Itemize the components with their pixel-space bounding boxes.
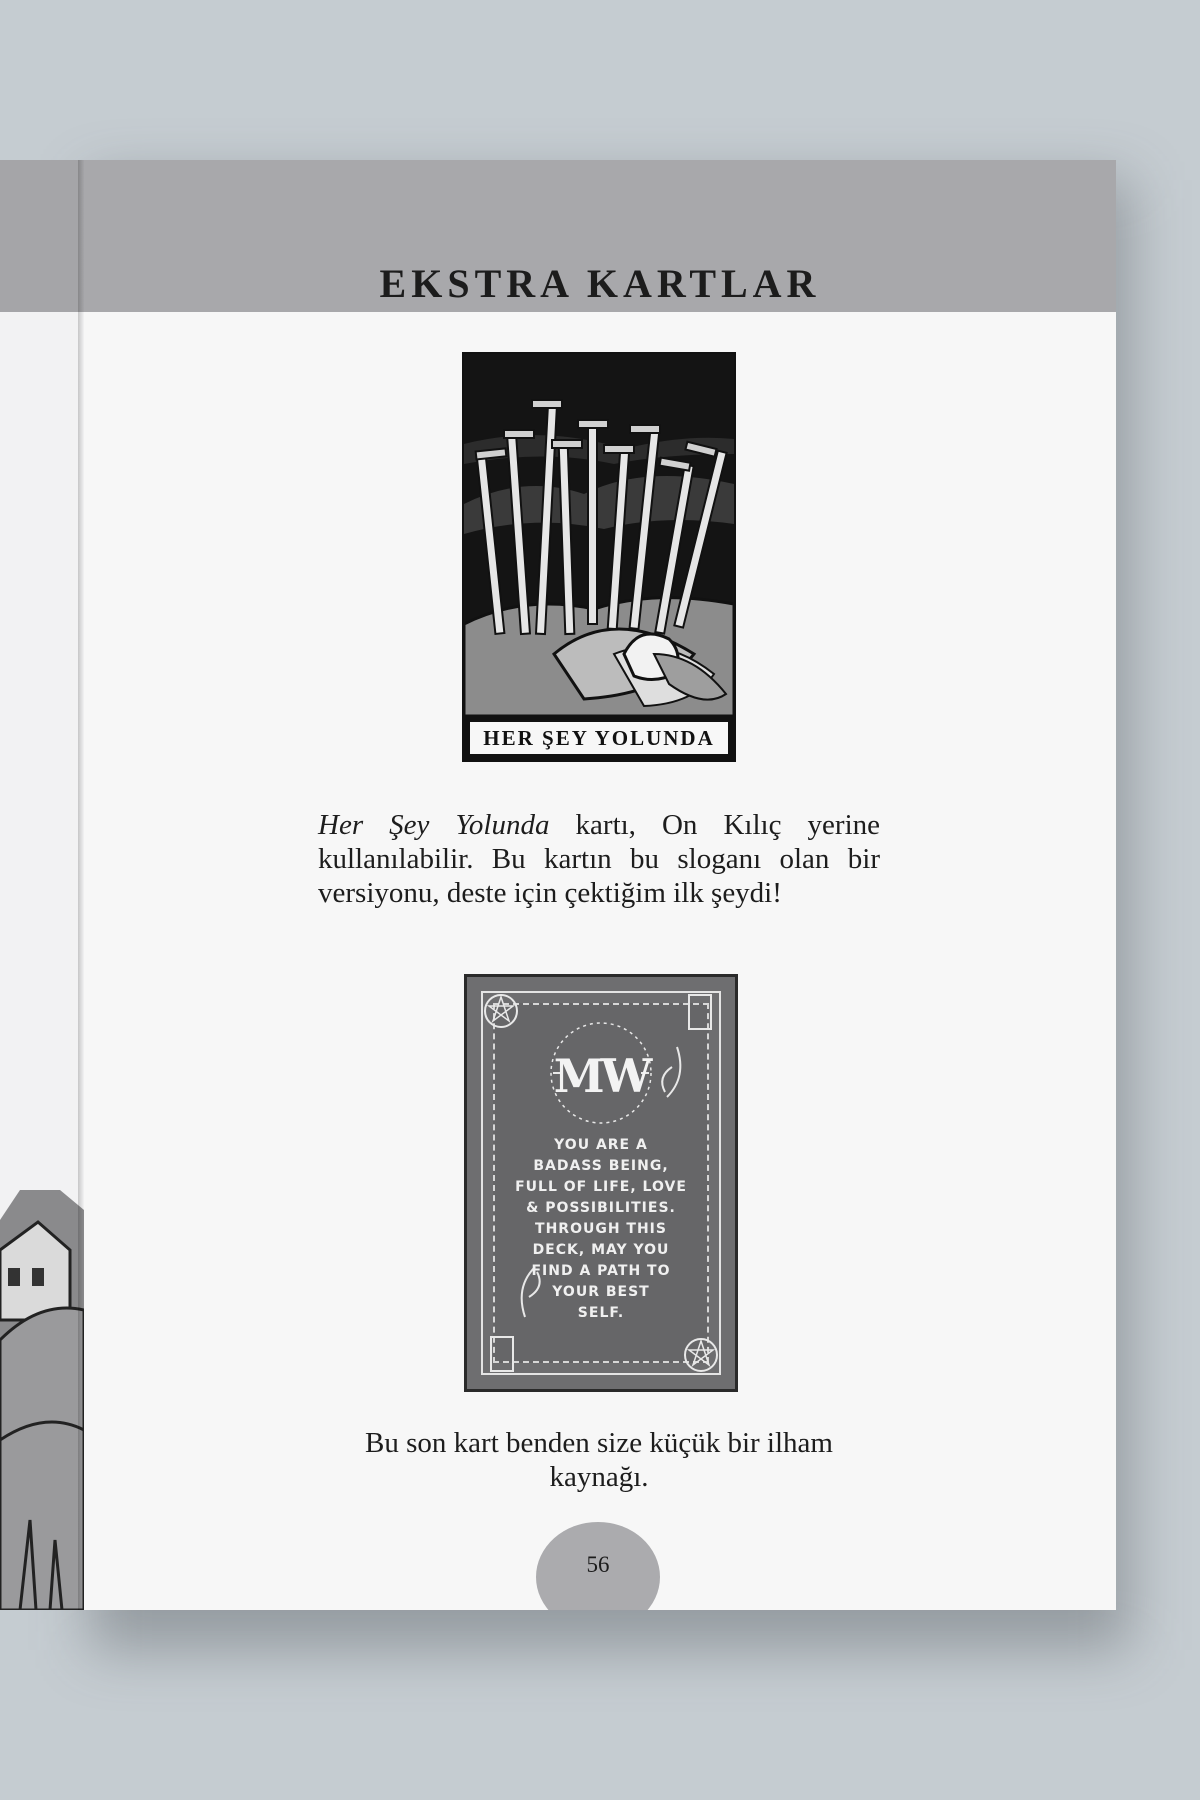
- left-page: [0, 160, 84, 1610]
- card-title-label: HER ŞEY YOLUNDA: [468, 720, 730, 756]
- header-band: [84, 160, 1116, 312]
- section-title: EKSTRA KARTLAR: [379, 261, 821, 306]
- paragraph-text: kartı, On Kılıç yerine kullanılabilir. Bu kartın bu sloganı olan bir versiyonu, deste için çektiğim ilk şeydi!: [318, 809, 880, 909]
- mw-logo: MW: [553, 1049, 649, 1103]
- ten-swords-illustration: [464, 354, 734, 716]
- book-page: [84, 160, 1116, 1610]
- page-number-badge: [536, 1522, 660, 1610]
- paragraph-extra-card-1: [318, 808, 880, 910]
- card-inspiration: [464, 974, 738, 1392]
- card-name-italic: Her Şey Yolunda: [318, 809, 550, 841]
- left-page-illustration: [0, 160, 84, 1610]
- paragraph-extra-card-2: Bu son kart benden size küçük bir ilham kaynağı.: [365, 1427, 833, 1493]
- page-number: 56: [586, 1552, 610, 1577]
- card-inspiration-text: YOU ARE A BADASS BEING, FULL OF LIFE, LOVE & POSSIBILITIES. THROUGH THIS DECK, MAY YOU FIND A PATH TO YOUR BEST SELF.: [515, 1137, 687, 1321]
- card-her-sey-yolunda: [462, 352, 736, 762]
